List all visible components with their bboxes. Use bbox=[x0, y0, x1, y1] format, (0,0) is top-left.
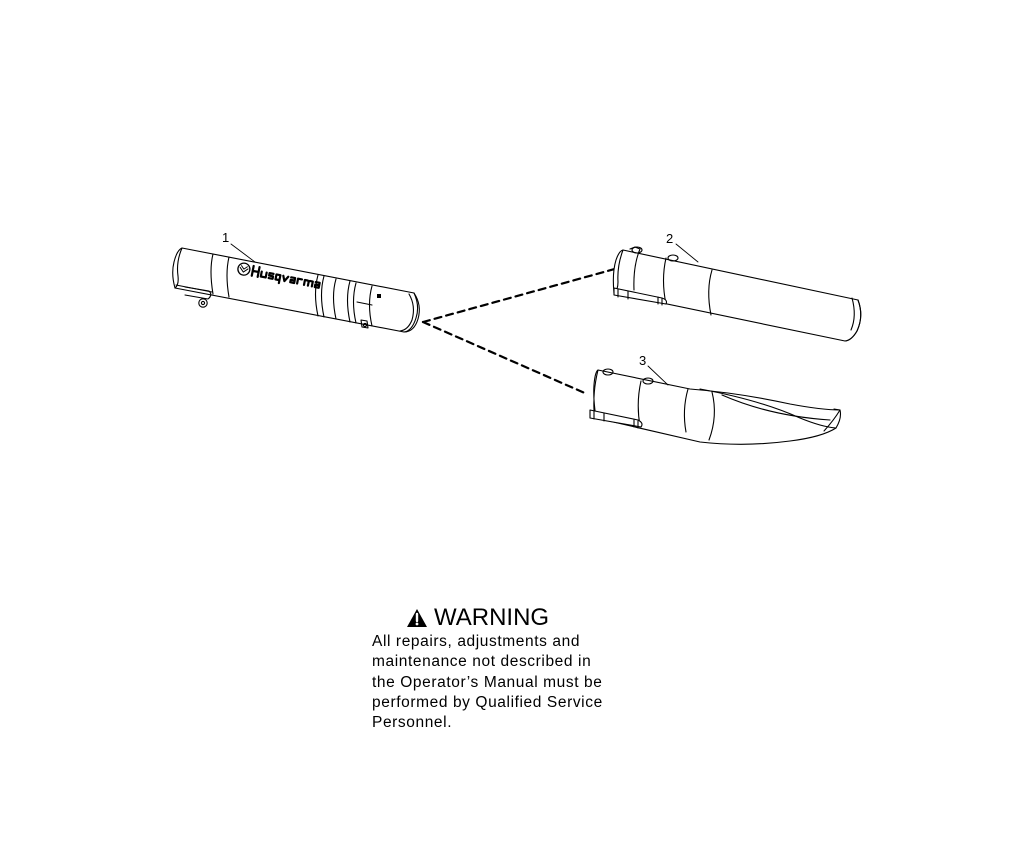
callout-1: 1 bbox=[222, 230, 230, 245]
warning-block bbox=[372, 604, 652, 733]
warning-text: All repairs, adjustments and maintenance not described in the Operator’s Manual must be performed by Qualified Service Personnel. bbox=[372, 633, 603, 732]
warning-heading bbox=[406, 604, 652, 632]
warning-title: WARNING bbox=[434, 604, 550, 631]
part-2-round-nozzle bbox=[613, 247, 860, 341]
warning-triangle-icon bbox=[406, 608, 428, 628]
callout-2: 2 bbox=[666, 231, 674, 246]
connector-to-part-2 bbox=[423, 267, 622, 322]
callout-3: 3 bbox=[639, 353, 647, 368]
leader-2 bbox=[676, 244, 698, 262]
part-3-flat-nozzle bbox=[590, 369, 841, 444]
connector-to-part-3 bbox=[423, 322, 587, 394]
connector-lines bbox=[423, 267, 622, 394]
part-1-blower-tube bbox=[173, 248, 420, 332]
